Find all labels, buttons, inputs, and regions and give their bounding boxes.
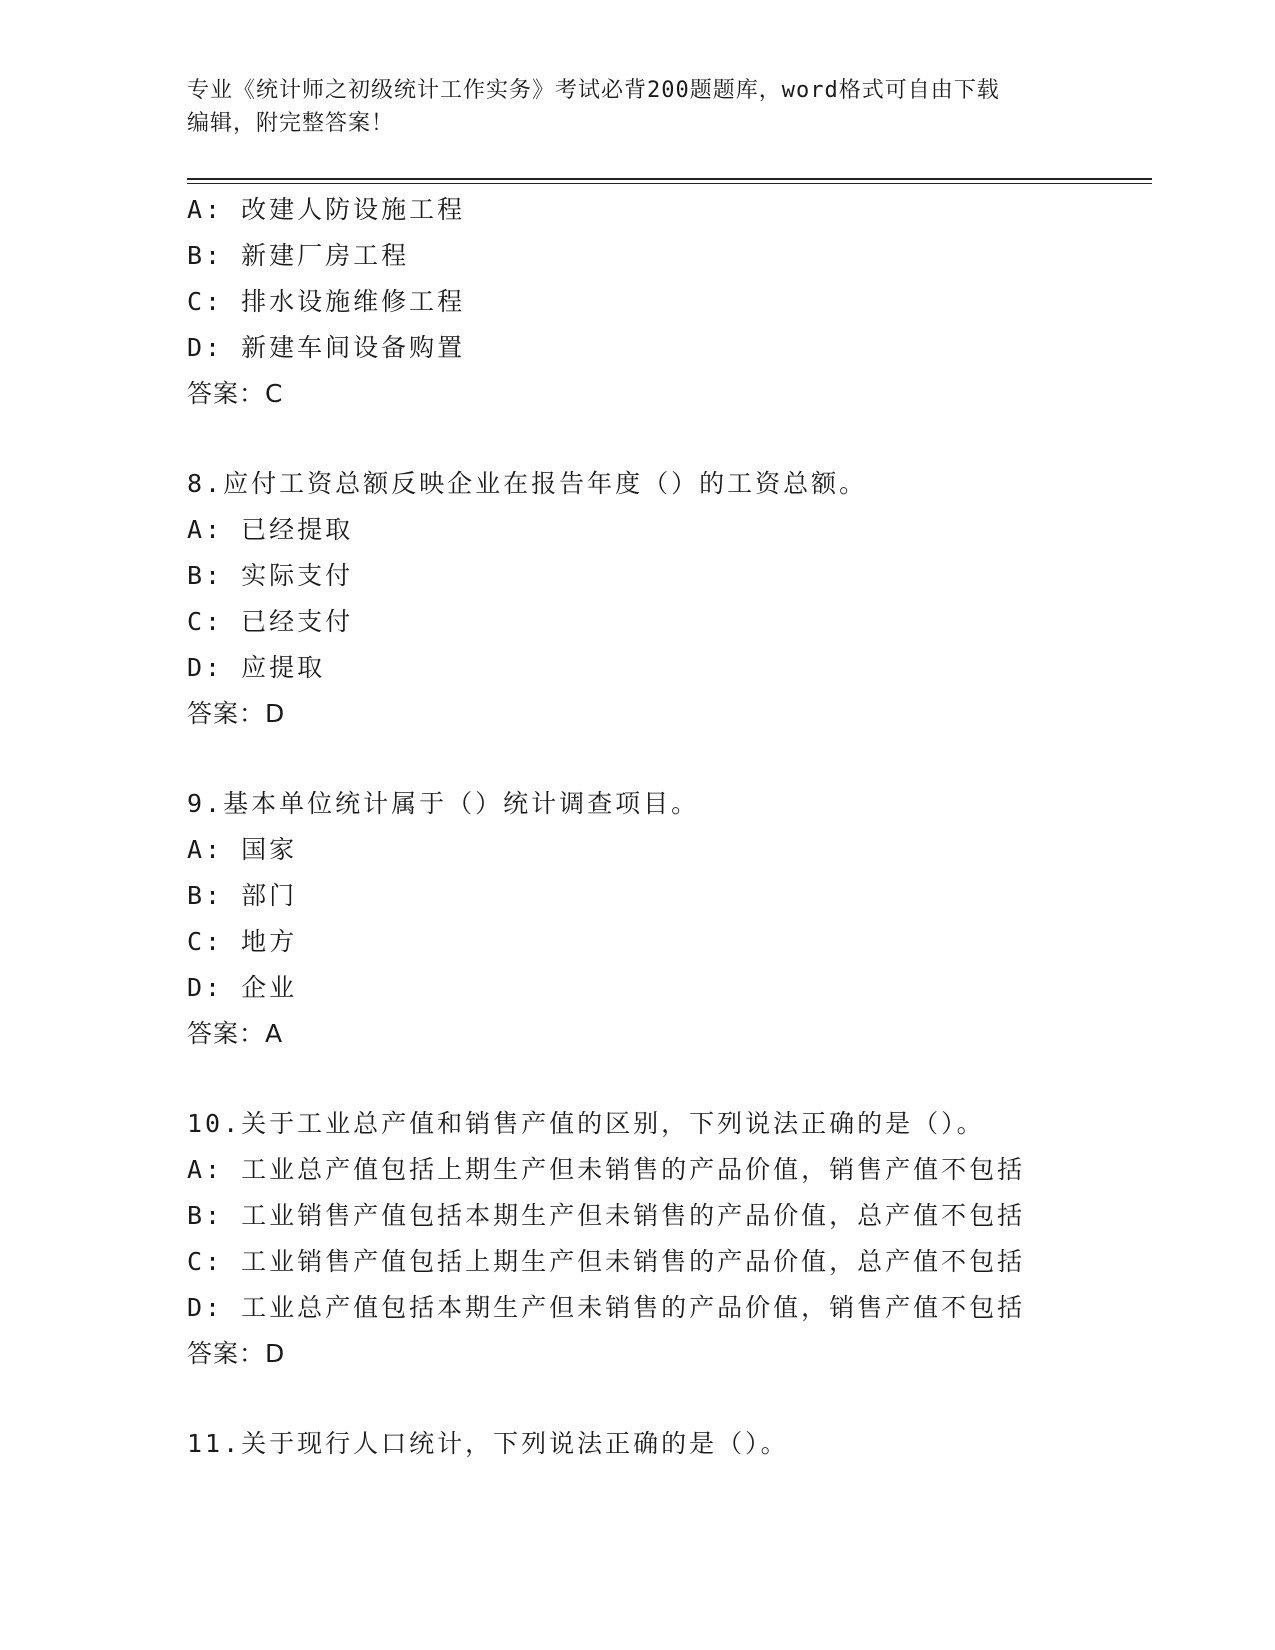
option-b: B: 工业销售产值包括本期生产但未销售的产品价值，总产值不包括	[187, 1201, 1026, 1230]
spacer	[187, 417, 1087, 461]
answer: 答案：D	[187, 1339, 286, 1368]
answer: 答案：C	[187, 379, 284, 408]
option-d: D: 企业	[187, 973, 298, 1002]
spacer	[187, 737, 1087, 781]
option-c: C: 已经支付	[187, 607, 354, 636]
option-d: D: 应提取	[187, 653, 326, 682]
question-8	[187, 461, 1087, 737]
option-a: A: 工业总产值包括上期生产但未销售的产品价值，销售产值不包括	[187, 1155, 1026, 1184]
answer: 答案：A	[187, 1019, 284, 1048]
option-b: B: 实际支付	[187, 561, 354, 590]
option-b: B: 新建厂房工程	[187, 241, 410, 270]
question-list	[187, 187, 1087, 1467]
option-a: A: 已经提取	[187, 515, 354, 544]
spacer	[187, 1057, 1087, 1101]
option-a: A: 国家	[187, 835, 298, 864]
option-c: C: 排水设施维修工程	[187, 287, 466, 316]
header-divider-thin	[187, 183, 1152, 184]
option-c: C: 地方	[187, 927, 298, 956]
question-stem: 11.关于现行人口统计，下列说法正确的是（）。	[187, 1429, 789, 1458]
question-11	[187, 1421, 1087, 1467]
spacer	[187, 1377, 1087, 1421]
option-b: B: 部门	[187, 881, 298, 910]
header-line-2: 编辑，附完整答案！	[187, 111, 395, 136]
question-stem: 8.应付工资总额反映企业在报告年度（）的工资总额。	[187, 469, 868, 498]
header-divider-thick	[187, 178, 1152, 180]
question-9	[187, 781, 1087, 1057]
header-line-1: 专业《统计师之初级统计工作实务》考试必背200题题库，word格式可自由下载	[187, 78, 1000, 103]
question-stem: 10.关于工业总产值和销售产值的区别，下列说法正确的是（）。	[187, 1109, 985, 1138]
option-c: C: 工业销售产值包括上期生产但未销售的产品价值，总产值不包括	[187, 1247, 1026, 1276]
question-7	[187, 187, 1087, 417]
option-d: D: 新建车间设备购置	[187, 333, 466, 362]
page-header	[187, 74, 1067, 140]
option-d: D: 工业总产值包括本期生产但未销售的产品价值，销售产值不包括	[187, 1293, 1026, 1322]
answer: 答案：D	[187, 699, 286, 728]
question-10	[187, 1101, 1087, 1377]
option-a: A: 改建人防设施工程	[187, 195, 466, 224]
question-stem: 9.基本单位统计属于（）统计调查项目。	[187, 789, 700, 818]
